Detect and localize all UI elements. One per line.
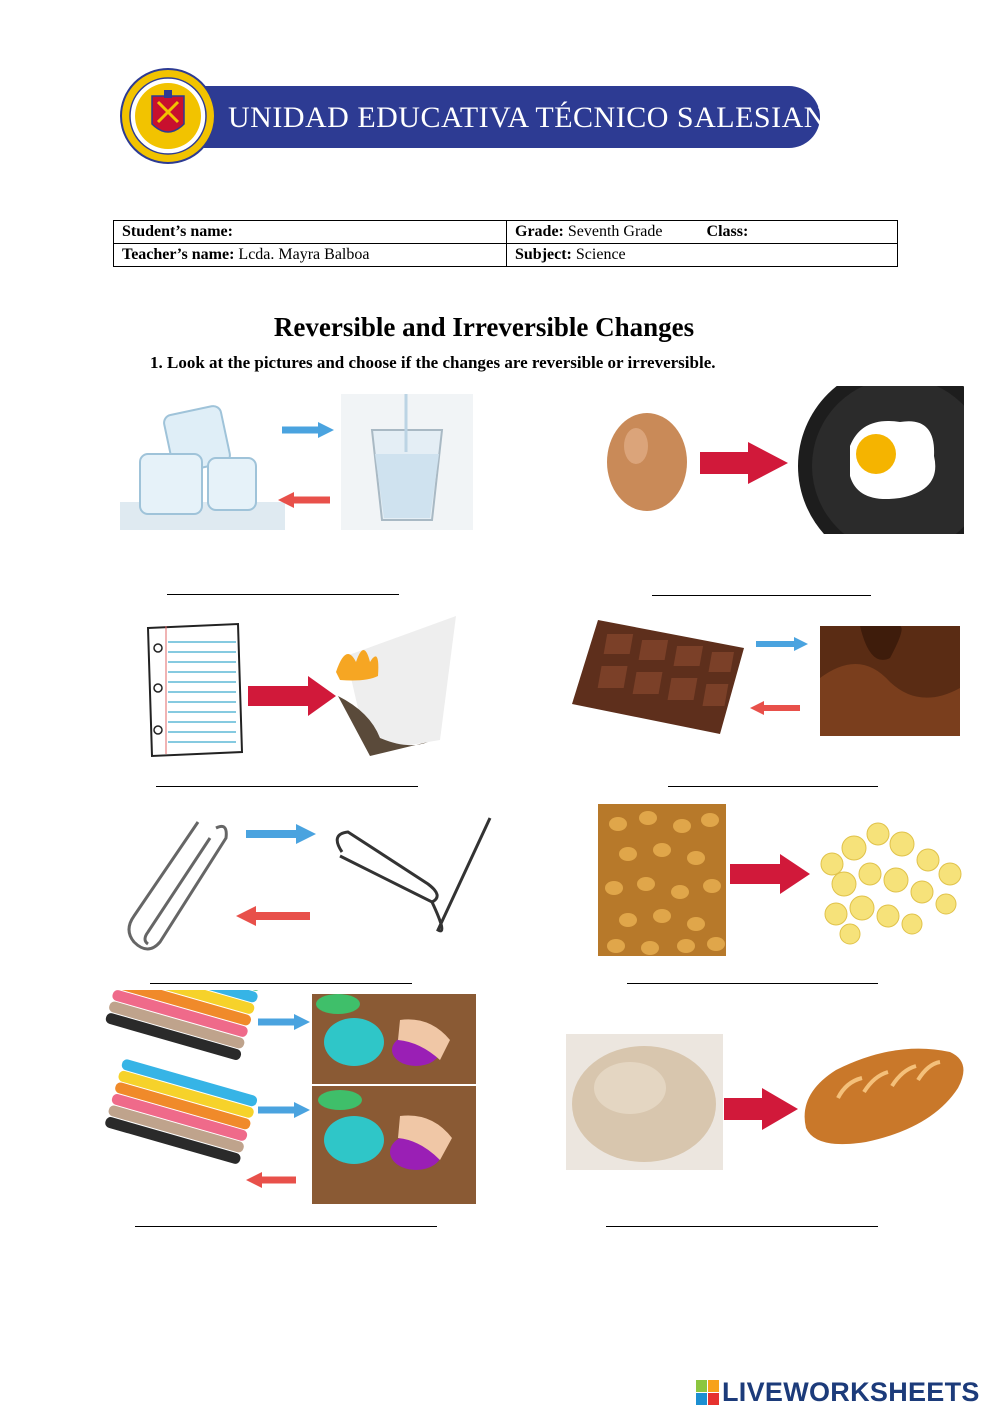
teacher-value: Lcda. Mayra Balboa: [238, 246, 370, 263]
liveworksheets-logo-icon: [696, 1380, 720, 1406]
class-label: Class:: [706, 223, 749, 240]
school-name: UNIDAD EDUCATIVA TÉCNICO SALESIANO: [228, 101, 849, 134]
student-name-label: Student’s name:: [122, 223, 233, 240]
student-name-cell[interactable]: [114, 221, 507, 244]
answer-line-dough-bread[interactable]: [606, 1226, 878, 1227]
corn-to-popcorn-picture: [598, 804, 968, 958]
subject-value: Science: [575, 246, 626, 263]
answer-line-plasticine-molding[interactable]: [135, 1226, 437, 1227]
grade-class-cell: [507, 221, 898, 244]
answer-line-paperclip-bending[interactable]: [150, 983, 412, 984]
answer-line-egg-fried[interactable]: [652, 595, 871, 596]
page-title: Reversible and Irreversible Changes: [273, 312, 695, 342]
grade-value: Seventh Grade: [567, 223, 663, 240]
teacher-name-cell: [114, 244, 507, 267]
subject-label: Subject:: [515, 246, 572, 263]
ice-to-water-picture: [120, 392, 475, 532]
answer-line-ice-water[interactable]: [167, 594, 399, 595]
egg-to-fried-egg-picture: [600, 386, 964, 534]
answer-line-chocolate-melting[interactable]: [668, 786, 878, 787]
answer-line-paper-burning[interactable]: [156, 786, 418, 787]
chocolate-to-melted-chocolate-picture: [570, 618, 962, 740]
liveworksheets-brand[interactable]: LIVEWORKSHEETS: [722, 1377, 980, 1407]
school-seal-icon: [120, 68, 216, 164]
paperclip-to-bent-paperclip-picture: [126, 812, 496, 952]
paper-to-burnt-paper-picture: [140, 612, 460, 764]
dough-to-bread-picture: [566, 1032, 968, 1172]
grade-label: Grade:: [515, 223, 564, 240]
plasticine-to-molded-plasticine-picture: [100, 990, 478, 1208]
student-info-table: [113, 220, 898, 267]
instruction-text: 1. Look at the pictures and choose if the changes are reversible or irreversible.: [150, 353, 716, 372]
subject-cell: [507, 244, 898, 267]
teacher-label: Teacher’s name:: [122, 246, 235, 263]
answer-line-corn-popcorn[interactable]: [627, 983, 878, 984]
